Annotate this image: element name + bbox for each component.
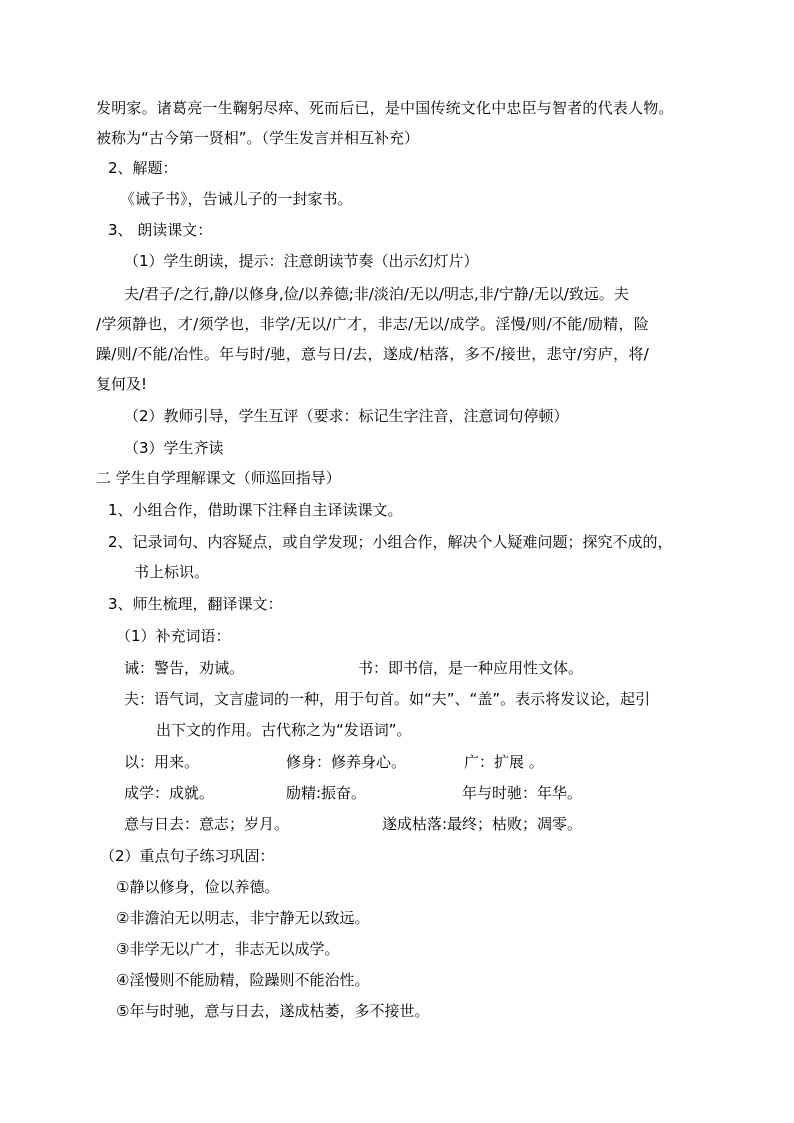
text-line: 1、小组合作，借助课下注释自主译读课文。 [108, 501, 403, 519]
text-line: 夫/君子/之行,静/以修身,俭/以养德;非/淡泊/无以/明志,非/宁静/无以/致远。夫 [124, 285, 629, 303]
list-item: ④淫慢则不能励精，险躁则不能治性。 [116, 971, 370, 989]
term-definition: 书：即书信，是一种应用性文体。 [358, 659, 584, 677]
section-heading: 二 学生自学理解课文（师巡回指导） [96, 469, 341, 487]
text-line: 躁/则/不能/冶性。年与时/驰，意与日/去，遂成/枯落，多不/接世，悲守/穷庐，将/ [96, 345, 650, 363]
list-item: ③非学无以广才，非志无以成学。 [116, 940, 340, 958]
text-line: 发明家。诸葛亮一生鞠躬尽瘁、死而后已，是中国传统文化中忠臣与智者的代表人物。 [96, 99, 674, 117]
text-line: （2）重点句子练习巩固： [100, 847, 275, 865]
text-line: 被称为“古今第一贤相”。（学生发言并相互补充） [96, 129, 420, 147]
text-line: 3、师生梳理，翻译课文： [108, 595, 283, 613]
list-item: ⑤年与时驰，意与日去，遂成枯萎，多不接世。 [116, 1002, 430, 1020]
term-definition: 成学：成就。 [124, 784, 215, 802]
section-heading: 3、 朗读课文： [108, 221, 213, 239]
term-definition: 诫：警告，劝诫。 [124, 659, 245, 677]
text-line: 复何及! [96, 375, 148, 393]
text-line: 《诫子书》，告诫儿子的一封家书。 [120, 190, 353, 208]
section-heading: 2、解题： [108, 159, 178, 177]
list-item: ①静以修身，俭以养德。 [116, 878, 280, 896]
text-line: （1）学生朗读，提示：注意朗读节奏（出示幻灯片） [124, 252, 479, 270]
term-definition: 以：用来。 [124, 753, 200, 771]
term-definition: 修身：修养身心。 [286, 753, 407, 771]
term-definition: 夫：语气词，文言虚词的一种，用于句首。如“夫”、“盖”。表示将发议论，起引 [124, 690, 651, 708]
term-definition: 广：扩展 。 [464, 753, 544, 771]
text-line: 书上标识。 [134, 563, 210, 581]
text-line: 2、记录词句、内容疑点，或自学发现；小组合作，解决个人疑难问题；探究不成的， [108, 533, 673, 551]
list-item: ②非澹泊无以明志，非宁静无以致远。 [116, 909, 370, 927]
text-line: 出下文的作用。古代称之为“发语词”。 [156, 721, 412, 739]
term-definition: 遂成枯落:最终；枯败；凋零。 [382, 815, 583, 833]
term-definition: 年与时驰：年华。 [462, 784, 583, 802]
text-line: （1）补充词语： [116, 627, 231, 645]
text-line: （3）学生齐读 [124, 439, 224, 457]
term-definition: 意与日去：意志；岁月。 [124, 815, 290, 833]
text-line: /学须静也，才/须学也，非学/无以/广才，非志/无以/成学。淫慢/则/不能/励精，险 [96, 315, 650, 333]
term-definition: 励精:振奋。 [286, 784, 367, 802]
text-line: （2）教师引导，学生互评（要求：标记生字注音，注意词句停顿） [124, 407, 569, 425]
